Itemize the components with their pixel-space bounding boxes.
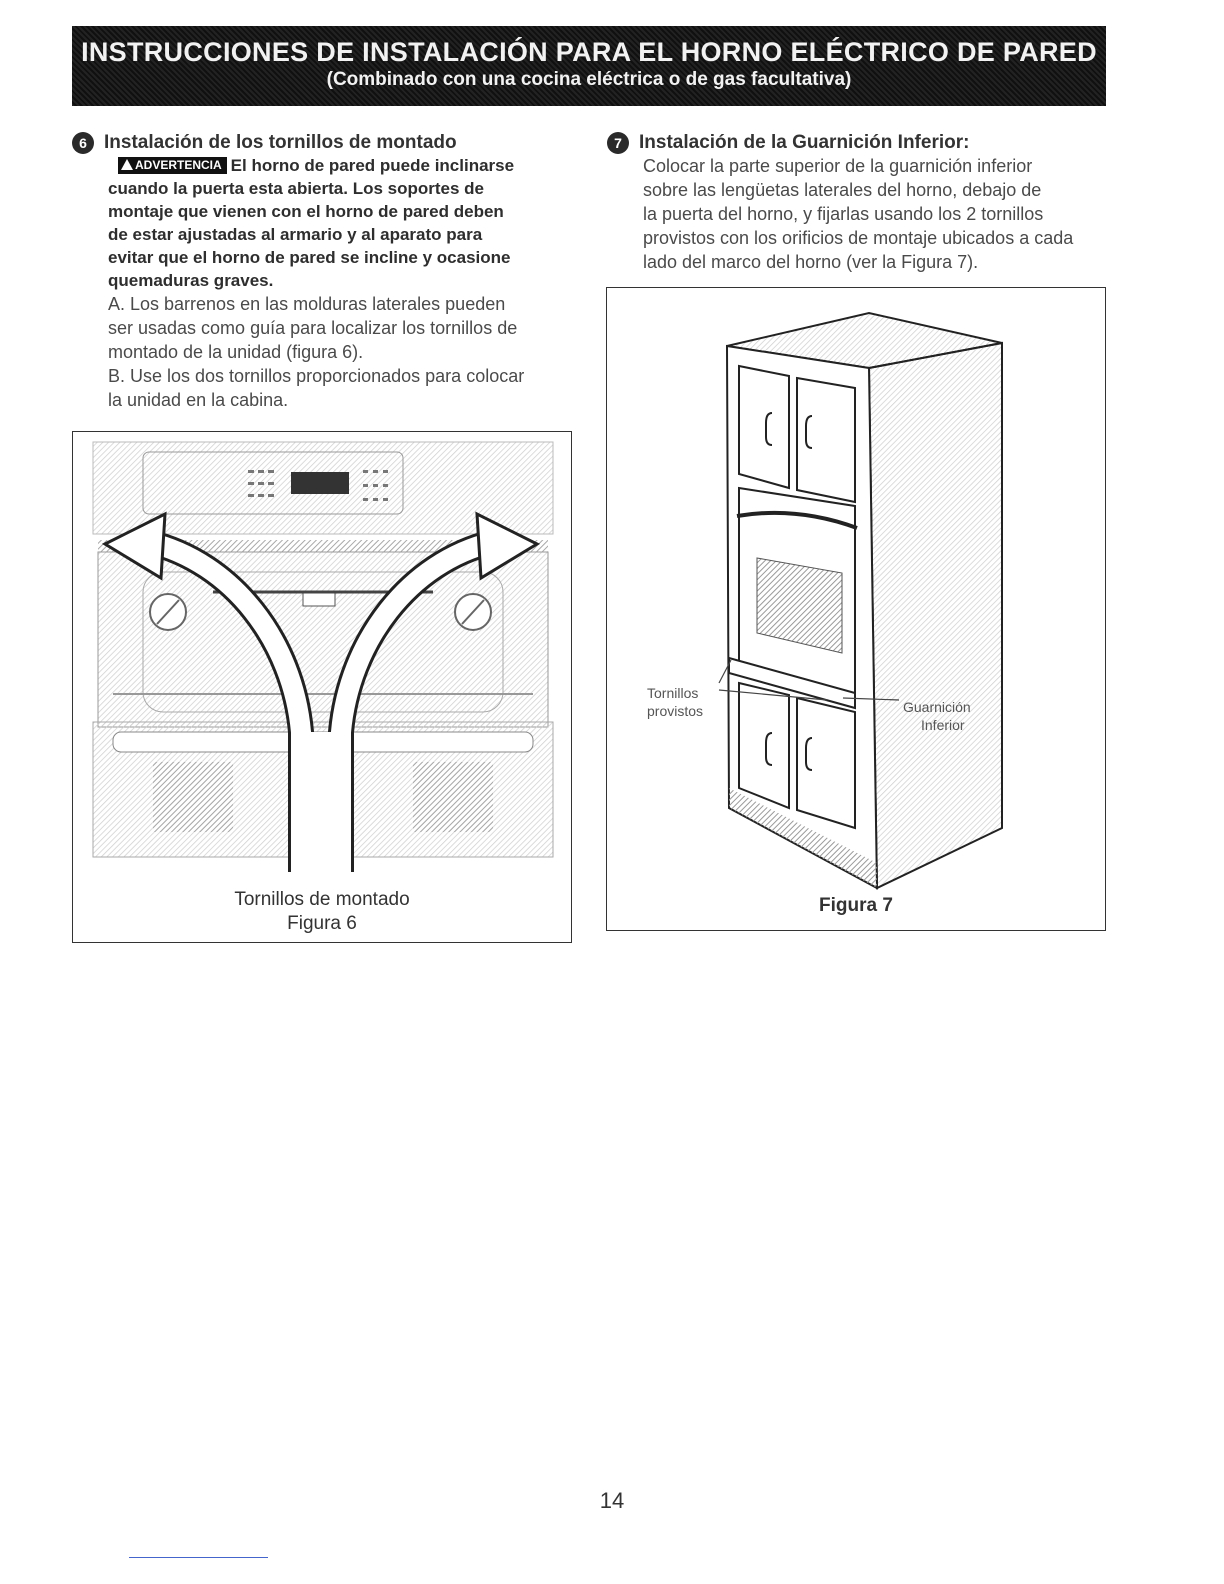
figure-6-caption: Figura 6 <box>287 913 357 934</box>
instruction-line: la unidad en la cabina. <box>108 390 289 410</box>
warning-line: evitar que el horno de pared se incline y ocasione <box>108 248 511 267</box>
label-screws-line-1: Tornillos <box>647 685 699 701</box>
oven-front-illustration <box>73 432 571 942</box>
instruction-line: la puerta del horno, y fijarlas usando los 2 tornillos <box>643 204 1044 224</box>
label-trim-line-2: Inferior <box>921 717 965 733</box>
cabinet-oven-illustration <box>607 288 1105 930</box>
warning-triangle-icon <box>121 159 133 170</box>
step-6-instructions <box>108 292 572 412</box>
warning-line: quemaduras graves. <box>108 271 274 290</box>
instruction-line: provistos con los orificios de montaje ubicados a cada <box>643 228 1074 248</box>
step-7-title: Instalación de la Guarnición Inferior: <box>639 132 970 153</box>
step-6-number: 6 <box>72 132 94 154</box>
page-number: 14 <box>599 1488 625 1513</box>
figure-7 <box>606 287 1106 931</box>
figure-6 <box>72 431 572 943</box>
page-banner <box>72 26 1106 106</box>
warning-badge <box>118 157 227 174</box>
step-7-heading <box>607 132 1107 154</box>
label-screws-line-2: provistos <box>647 703 704 719</box>
instruction-line: montado de la unidad (figura 6). <box>108 342 364 362</box>
step-7-section <box>607 132 1107 274</box>
banner-subtitle: (Combinado con una cocina eléctrica o de gas facultativa) <box>326 69 852 90</box>
figure-6-label: Tornillos de montado <box>234 889 410 910</box>
step-7-number: 7 <box>607 132 629 154</box>
instruction-line: lado del marco del horno (ver la Figura 7). <box>643 252 979 272</box>
warning-line: El horno de pared puede inclinarse <box>230 156 515 175</box>
instruction-line: A. Los barrenos en las molduras laterales pueden <box>108 294 506 314</box>
step-6-title: Instalación de los tornillos de montado <box>104 132 457 153</box>
figure-7-caption: Figura 7 <box>819 895 893 916</box>
instruction-line: sobre las lengüetas laterales del horno, debajo de <box>643 180 1042 200</box>
step-6-heading <box>72 132 572 154</box>
step-7-instructions <box>643 154 1107 274</box>
warning-badge-label: ADVERTENCIA <box>135 158 222 172</box>
instruction-line: Colocar la parte superior de la guarnición inferior <box>643 156 1033 176</box>
step-6-section <box>72 132 572 412</box>
instruction-line: B. Use los dos tornillos proporcionados para colocar <box>108 366 525 386</box>
warning-line: cuando la puerta esta abierta. Los soportes de <box>108 179 484 198</box>
label-trim-line-1: Guarnición <box>903 699 971 715</box>
instruction-line: ser usadas como guía para localizar los tornillos de <box>108 318 518 338</box>
footer-rule <box>129 1557 268 1558</box>
banner-title: INSTRUCCIONES DE INSTALACIÓN PARA EL HORNO ELÉCTRICO DE PARED <box>81 37 1097 67</box>
warning-line: de estar ajustadas al armario y al aparato para <box>108 225 483 244</box>
warning-block <box>108 154 572 292</box>
warning-line: montaje que vienen con el horno de pared deben <box>108 202 504 221</box>
